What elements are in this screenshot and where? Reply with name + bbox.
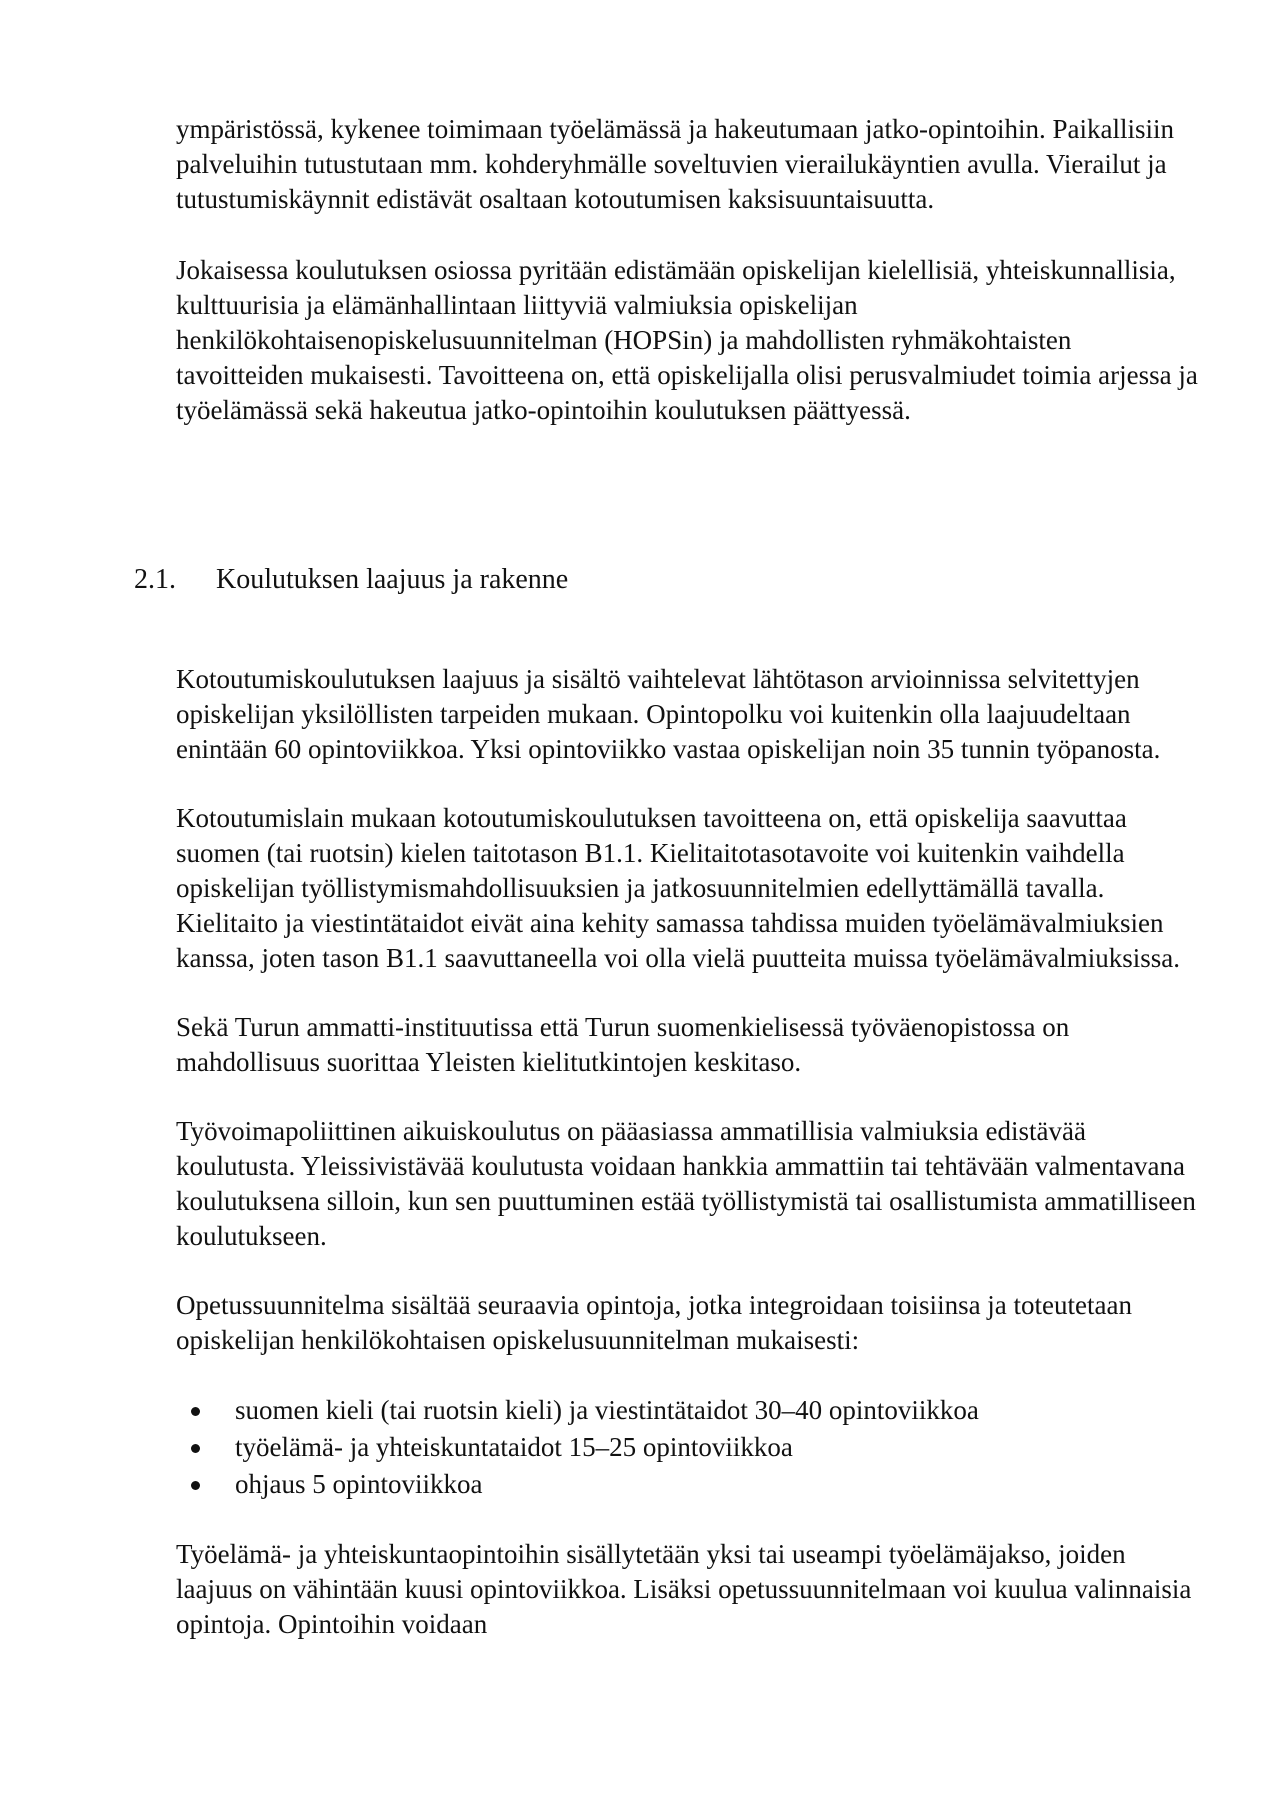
paragraph-curriculum: Opetussuunnitelma sisältää seuraavia opintoja, jotka integroidaan toisiinsa ja toteutetaan opiskelijan henkilökohtaisen opiskelusuunnitelman mukaisesti: — [176, 1290, 1132, 1355]
list-item-text: ohjaus 5 opintoviikkoa — [235, 1469, 483, 1499]
curriculum-list — [176, 1392, 1198, 1503]
paragraph-goals: Jokaisessa koulutuksen osiossa pyritään edistämään opiskelijan kielellisiä, yhteiskunnallisia, kulttuurisia ja elämänhallintaan liittyviä valmiuksia opiskelijan henkilökohtaisenopiskelusuunnitelman (HOPSin) ja mahdollisten ryhmäkohtaisten tavoitteiden mukaisesti. Tavoitteena on, että opiskelijalla olisi perusvalmiudet toimia arjessa ja työelämässä sekä hakeutua jatko-opintoihin koulutuksen päättyessä. — [176, 255, 1198, 425]
paragraph-integration-law: Kotoutumislain mukaan kotoutumiskoulutuksen tavoitteena on, että opiskelija saavuttaa suomen (tai ruotsin) kielen taitotason B1.1. Kielitaitotasotavoite voi kuitenkin vaihdella opiskelijan työllistymismahdollisuuksien ja jatkosuunnitelmien edellyttämällä tavalla. Kielitaito ja viestintätaidot eivät aina kehity samassa tahdissa muiden työelämävalmiuksien kanssa, joten tason B1.1 saavuttaneella voi olla vielä puutteita muissa työelämävalmiuksissa. — [176, 803, 1181, 973]
list-item-text: suomen kieli (tai ruotsin kieli) ja viestintätaidot 30–40 opintoviikkoa — [235, 1395, 979, 1425]
section-number: 2.1. — [134, 564, 176, 595]
intro-section — [176, 112, 1198, 428]
list-item — [176, 1466, 1198, 1503]
section-heading — [134, 562, 568, 598]
list-item — [176, 1429, 1198, 1466]
paragraph-scope: Kotoutumiskoulutuksen laajuus ja sisältö vaihtelevat lähtötason arvioinnissa selvitettyjen opiskelijan yksilöllisten tarpeiden mukaan. Opintopolku voi kuitenkin olla laajuudeltaan enintään 60 opintoviikkoa. Yksi opintoviikko vastaa opiskelijan noin 35 tunnin työpanosta. — [176, 664, 1161, 764]
bullet-icon — [191, 1481, 200, 1490]
paragraph-adult-education: Työvoimapoliittinen aikuiskoulutus on pääasiassa ammatillisia valmiuksia edistävää koulutusta. Yleissivistävää koulutusta voidaan hankkia ammattiin tai tehtävään valmentavana koulutuksena silloin, kun sen puuttuminen estää työllistymistä tai osallistumista ammatilliseen koulutukseen. — [176, 1116, 1196, 1251]
list-item-text: työelämä- ja yhteiskuntataidot 15–25 opintoviikkoa — [235, 1432, 793, 1462]
bullet-icon — [191, 1444, 200, 1453]
section-body — [176, 662, 1198, 1642]
bullet-icon — [191, 1407, 200, 1416]
section-title: Koulutuksen laajuus ja rakenne — [216, 564, 569, 595]
paragraph-language-exams: Sekä Turun ammatti-instituutissa että Turun suomenkielisessä työväenopistossa on mahdollisuus suorittaa Yleisten kielitutkintojen keskitaso. — [176, 1012, 1070, 1077]
list-item — [176, 1392, 1198, 1429]
paragraph-work-periods: Työelämä- ja yhteiskuntaopintoihin sisällytetään yksi tai useampi työelämäjakso, joiden laajuus on vähintään kuusi opintoviikkoa. Lisäksi opetussuunnitelmaan voi kuulua valinnaisia opintoja. Opintoihin voidaan — [176, 1539, 1192, 1639]
paragraph-continuation: ympäristössä, kykenee toimimaan työelämässä ja hakeutumaan jatko-opintoihin. Paikallisiin palveluihin tutustutaan mm. kohderyhmälle soveltuvien vierailukäyntien avulla. Vierailut ja tutustumiskäynnit edistävät osaltaan kotoutumisen kaksisuuntaisuutta. — [176, 114, 1175, 214]
